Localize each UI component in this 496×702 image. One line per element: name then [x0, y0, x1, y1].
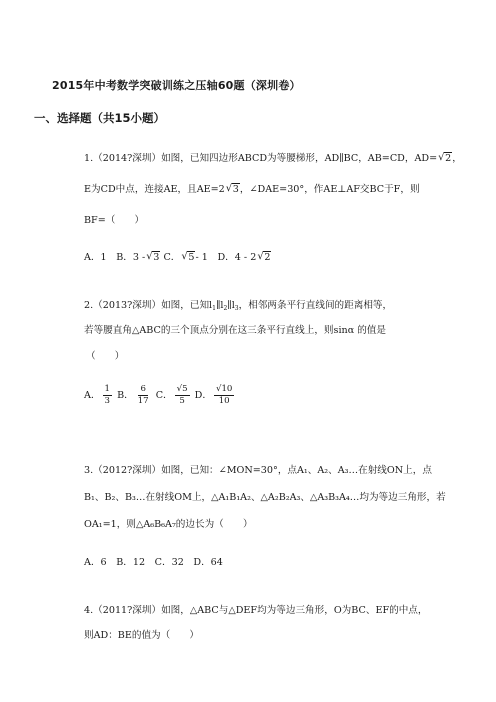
q1-options: A．1 B．3 - √ 3 C． √ 5- 1 D．4 - 2 √ 2 — [84, 251, 271, 263]
q1-line-1: 1.（2014?深圳）如图，已知四边形ABCD为等腰梯形，AD∥BC，AB=CD，AD= √ 2， — [84, 152, 462, 164]
document-title: 2015年中考数学突破训练之压轴60题（深圳卷） — [52, 79, 301, 92]
fraction: $\frac{√10}{10}$ — [215, 384, 233, 406]
q1-line-3: BF=（ ） — [84, 215, 145, 226]
sqrt-symbol: √ 2 — [257, 251, 271, 263]
fraction: $\frac{6}{17}$ — [137, 384, 149, 406]
sqrt-symbol: √ 5 — [181, 251, 195, 263]
q3-line-1: 3.（2012?深圳）如图，已知：∠MON=30°，点A₁、A₂、A₃…在射线ON上，点 — [84, 465, 432, 476]
q4-line-2: 则AD：BE的值为（ ） — [84, 630, 200, 641]
q4-line-1: 4.（2011?深圳）如图，△ABC与△DEF均为等边三角形，O为BC、EF的中点， — [84, 605, 428, 616]
sqrt-symbol: √ 3 — [146, 251, 160, 263]
q2-line-3: （ ） — [86, 351, 125, 362]
sqrt-symbol: √ 2 — [438, 152, 452, 164]
q1-line-2: E为CD中点，连接AE，且AE=2 √ 3，∠DAE=30°，作AE⊥AF交BC于F，则 — [84, 183, 420, 195]
q2-line-2: 若等腰直角△ABC的三个顶点分别在这三条平行直线上，则sinα 的值是 — [84, 325, 387, 336]
section-title: 一、选择题（共15小题） — [34, 111, 166, 125]
sqrt-symbol: √ 3 — [225, 183, 239, 195]
q3-line-3: OA₁=1，则△A₆B₆A₇的边长为（ ） — [84, 519, 253, 530]
fraction: $\frac{1}{3}$ — [104, 384, 110, 406]
q2-line-1: 2.（2013?深圳）如图，已知$l_1\parallel l_2\parallel l_3$，相邻两条平行直线间的距离相等， — [84, 300, 393, 312]
q3-line-2: B₁、B₂、B₃…在射线OM上，△A₁B₁A₂、△A₂B₂A₃、△A₃B₃A₄…均为等边三角形，若 — [84, 492, 446, 503]
q2-options: A． $\frac{1}{3}$ B． $\frac{6}{17}$ C． $\frac{√5}{5}$ D． $\frac{√10}{10}$ — [84, 384, 233, 406]
fraction: $\frac{√5}{5}$ — [176, 384, 188, 406]
q3-options: A．6 B．12 C．32 D．64 — [84, 557, 223, 568]
